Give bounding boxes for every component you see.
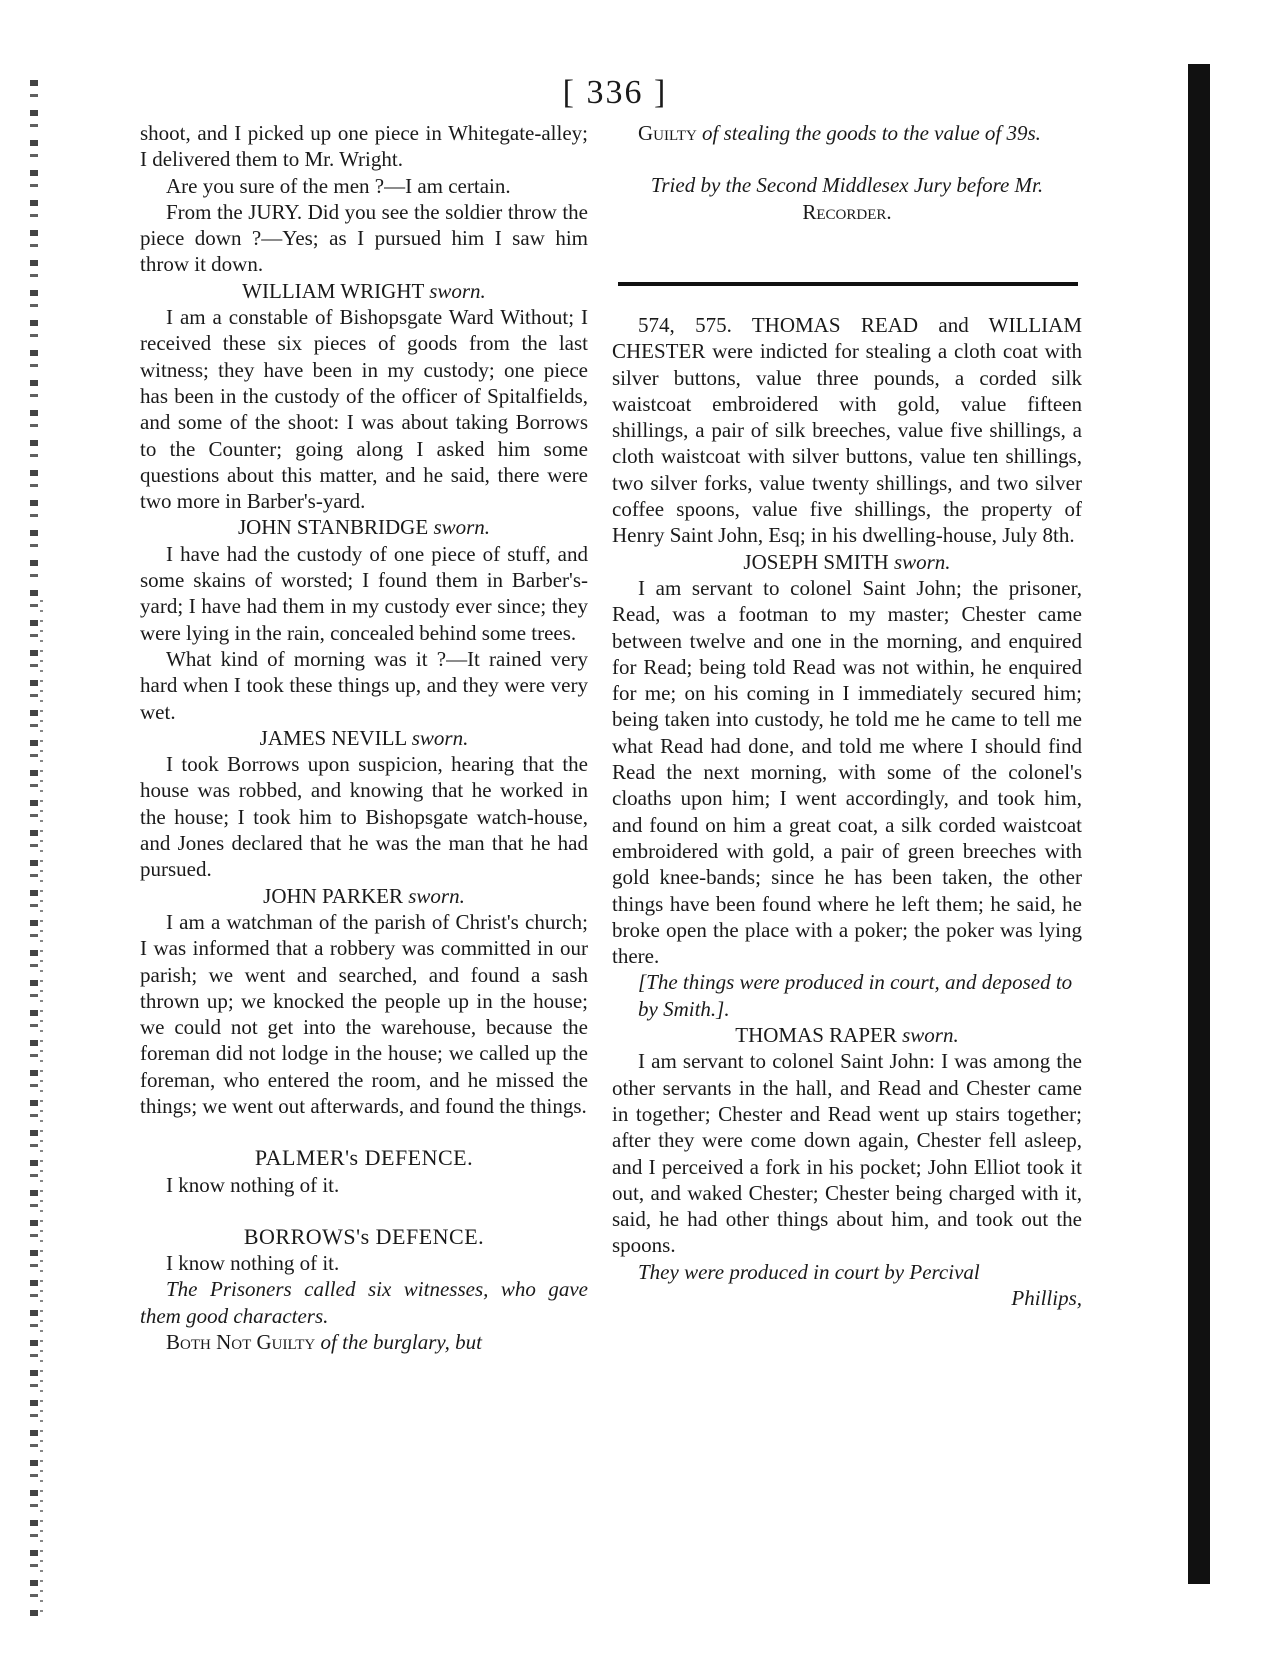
page-number: [ 336 ]: [562, 74, 668, 111]
verdict-value: of stealing the goods to the value of 39s.: [702, 121, 1041, 145]
witness-name: JOHN STANBRIDGE: [237, 515, 429, 540]
witness-name: JOSEPH SMITH: [743, 549, 889, 574]
paragraph-opening: shoot, and I picked up one piece in Whitegate-alley; I delivered them to Mr. Wright.: [140, 121, 588, 172]
produced-note: [The things were produced in court, and deposed to by Smith.].: [638, 970, 1073, 1021]
verdict-guilty: Guilty: [638, 121, 697, 145]
verdict-burglary: of the burglary, but: [320, 1330, 482, 1355]
witness-name: JOHN PARKER: [263, 883, 403, 908]
borrows-defence-title: BORROWS's DEFENCE.: [243, 1223, 485, 1249]
sworn-label: sworn.: [893, 549, 951, 574]
paragraph-jury-question: From the JURY. Did you see the soldier throw the piece down ?—Yes; as I pursued him I saw him throw it down.: [140, 199, 588, 277]
sworn-label: sworn.: [433, 515, 491, 540]
scan-shadow-bar: [1188, 64, 1210, 1584]
indictment-paragraph: 574, 575. THOMAS READ and WILLIAM CHESTER were indicted for stealing a cloth coat with silver buttons, value three pounds, a corded silk waistcoat embroidered with gold, value fifteen shillings, a pair of silk breeches, value five shillings, a cloth waistcoat with silver buttons, value ten shillings, two silver forks, value twenty shillings, and two silver coffee spoons, value five shillings, the property of Henry Saint John, Esq; in his dwelling-house, July 8th.: [612, 313, 1082, 548]
witnesses-note: The Prisoners called six witnesses, who gave them good characters.: [140, 1277, 588, 1328]
borrows-defence-text: I know nothing of it.: [166, 1251, 340, 1276]
sworn-label: sworn.: [902, 1023, 959, 1048]
tried-by-line: Tried by the Second Middlesex Jury before Mr.: [650, 173, 1044, 198]
catchword-phillips: Phillips,: [1011, 1285, 1082, 1310]
witness-heading-smith: [612, 549, 1082, 575]
palmer-defence-title: PALMER's DEFENCE.: [254, 1145, 474, 1171]
witness-heading-wright: [140, 278, 588, 304]
witness-heading-nevill: [140, 725, 588, 751]
right-column-top: [612, 120, 1082, 225]
scan-binding-edge-inner: [40, 600, 43, 1620]
verdict-left: [140, 1329, 588, 1355]
left-column: [140, 120, 588, 1355]
paragraph-question: Are you sure of the men ?—I am certain.: [166, 173, 511, 198]
recorder-label: Recorder.: [802, 199, 892, 224]
testimony-parker: I am a watchman of the parish of Christ's church; I was informed that a robbery was committed in our parish; we went and searched, and found a sash thrown up; we knocked the people up in the house; we could not get into the warehouse, because the foreman did not lodge in the house; we called up the foreman, who entered the room, and he missed the things; we went out afterwards, and found the things.: [140, 909, 588, 1118]
witness-name: JAMES NEVILL: [259, 725, 407, 750]
section-divider-rule: [618, 282, 1078, 286]
witness-name: WILLIAM WRIGHT: [242, 278, 424, 303]
testimony-wright: I am a constable of Bishopsgate Ward Without; I received these six pieces of goods from the last witness; they have been in my custody; one piece has been in the custody of the officer of Spitalfields, and some of the shoot: I was about taking Borrows to the Counter; going along I asked him some questions about this matter, and he said, there were two more in Barber's-yard.: [140, 305, 588, 514]
witness-name: THOMAS RAPER: [735, 1023, 897, 1048]
paragraph-morning-question: What kind of morning was it ?—It rained very hard when I took these things up, and they were very wet.: [140, 646, 588, 724]
sworn-label: sworn.: [408, 883, 465, 908]
witness-heading-stanbridge: [140, 514, 588, 540]
produced-by-line: They were produced in court by Percival: [638, 1259, 980, 1284]
testimony-nevill: I took Borrows upon suspicion, hearing that the house was robbed, and knowing that he worked in the house; I took him to Bishopsgate watch-house, and Jones declared that he was the man that he had pursued.: [140, 752, 588, 882]
verdict-not-guilty: Both Not Guilty: [166, 1330, 316, 1355]
scan-binding-edge: [30, 80, 38, 1620]
testimony-smith: I am servant to colonel Saint John; the prisoner, Read, was a footman to my master; Chester came between twelve and one in the morning, and enquired for Read; being told Read was not within, he enquired for me; on his coming in I immediately secured him; being taken into custody, he told me he came to tell me what Read had done, and told me where I should find Read the next morning, with some of the colonel's cloaths upon him; I went accordingly, and took him, and found on him a great coat, a silk corded waistcoat embroidered with gold, a pair of green breeches with gold knee-bands; since he has been taken, the other things have been found where he left them; he said, he broke open the place with a poker; the poker was lying there.: [612, 575, 1082, 969]
palmer-defence-text: I know nothing of it.: [166, 1172, 340, 1197]
witness-heading-raper: [612, 1022, 1082, 1048]
sworn-label: sworn.: [429, 278, 486, 303]
sworn-label: sworn.: [411, 725, 469, 750]
testimony-raper: I am servant to colonel Saint John: I was among the other servants in the hall, and Read and Chester came in together; Chester and Read went up stairs together; after they were come down again, Chester fell asleep, and I perceived a fork in his pocket; John Elliot took it out, and waked Chester; Chester being charged with it, said, he had other things about him, and took out the spoons.: [612, 1049, 1082, 1258]
testimony-stanbridge: I have had the custody of one piece of stuff, and some skains of worsted; I found them in Barber's-yard; I have had them in my custody ever since; they were lying in the rain, concealed behind some trees.: [140, 541, 588, 645]
witness-heading-parker: [140, 883, 588, 909]
verdict-right: [612, 120, 1082, 146]
right-column-body: [612, 312, 1082, 1311]
